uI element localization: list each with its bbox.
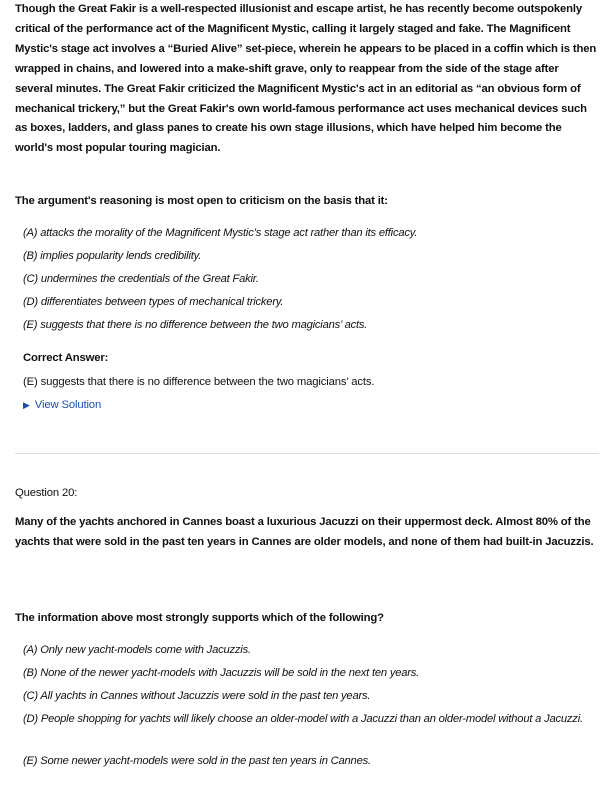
expand-triangle-icon: ▶ bbox=[23, 400, 30, 410]
q20-option-d: (D) People shopping for yachts will likely choose an older-model with a Jacuzzi than an older-model without a Jacuzzi. bbox=[23, 713, 583, 725]
q19-option-a: (A) attacks the morality of the Magnificent Mystic’s stage act rather than its efficacy. bbox=[23, 227, 418, 239]
q20-option-b: (B) None of the newer yacht-models with Jacuzzis will be sold in the next ten years. bbox=[23, 667, 420, 679]
view-solution-label: View Solution bbox=[34, 399, 102, 411]
q19-option-b: (B) implies popularity lends credibility. bbox=[23, 250, 202, 262]
q20-passage: Many of the yachts anchored in Cannes boast a luxurious Jacuzzi on their uppermost deck. Almost 80% of the yachts that were sold in the past ten years in Cannes are older models, and none of them had built-in Jacuzzis. bbox=[15, 516, 594, 548]
q20-prompt: The information above most strongly supports which of the following? bbox=[15, 612, 384, 624]
question-divider bbox=[15, 453, 599, 454]
q19-prompt: The argument's reasoning is most open to criticism on the basis that it: bbox=[15, 195, 388, 207]
q20-option-a: (A) Only new yacht-models come with Jacuzzis. bbox=[23, 644, 251, 656]
q20-option-e: (E) Some newer yacht-models were sold in the past ten years in Cannes. bbox=[23, 755, 371, 767]
q20-option-c: (C) All yachts in Cannes without Jacuzzis were sold in the past ten years. bbox=[23, 690, 371, 702]
q19-passage: Though the Great Fakir is a well-respected illusionist and escape artist, he has recently become outspokenly critical of the performance act of the Magnificent Mystic, calling it largely staged and fake. The Magnificent Mystic's stage act involves a “Buried Alive” set-piece, wherein he appears to be placed in a coffin which is then wrapped in chains, and lowered into a make-shift grave, only to reappear from the side of the stage after several minutes. The Great Fakir criticized the Magnificent Mystic's act in an editorial as “an obvious form of mechanical trickery,” but the Great Fakir's own world-famous performance act uses mechanical devices such as boxes, ladders, and glass panes to create his own stage illusions, which have helped him become the world's most popular touring magician. bbox=[15, 3, 597, 155]
question-20-number: Question 20: bbox=[15, 487, 78, 499]
q19-option-d: (D) differentiates between types of mechanical trickery. bbox=[23, 296, 284, 308]
correct-answer-label: Correct Answer: bbox=[23, 352, 109, 364]
view-solution-link[interactable] bbox=[23, 395, 599, 415]
correct-answer-text: (E) suggests that there is no difference between the two magicians’ acts. bbox=[23, 376, 375, 388]
q19-option-e: (E) suggests that there is no difference between the two magicians’ acts. bbox=[23, 319, 368, 331]
q19-option-c: (C) undermines the credentials of the Great Fakir. bbox=[23, 273, 259, 285]
